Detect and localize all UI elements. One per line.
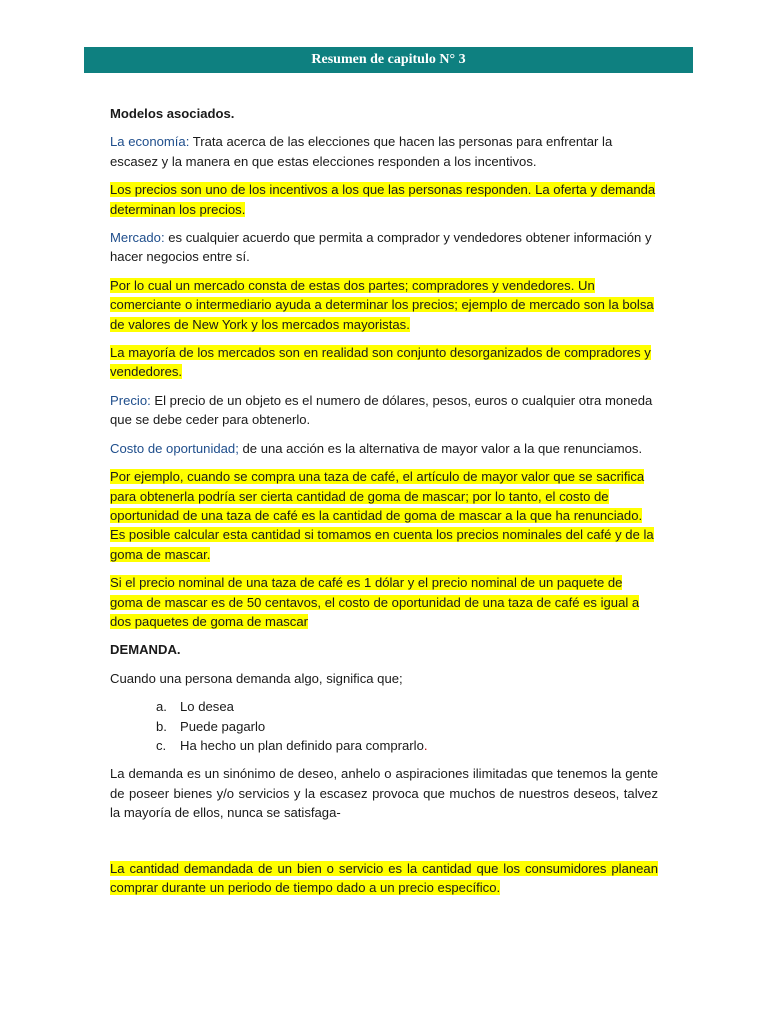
- list-item: [156, 736, 658, 755]
- chapter-title: Resumen de capitulo N° 3: [311, 52, 466, 67]
- paragraph-cantidad-demandada: [110, 859, 658, 898]
- list-item-text: Puede pagarlo: [180, 718, 266, 734]
- term-economia: La economía:: [110, 134, 190, 150]
- highlighted-text: Por lo cual un mercado consta de estas dos partes; compradores y vendedores. Un comerciante o intermediario ayuda a determinar los precios; ejemplo de mercado son la bolsa de valores de New York y los mercados mayoristas.: [110, 277, 654, 332]
- section-heading-modelos: Modelos asociados.: [110, 106, 235, 121]
- paragraph-mercado-partes: [110, 276, 658, 334]
- paragraph-precio-nominal: [110, 573, 658, 631]
- highlighted-text: Los precios son uno de los incentivos a los que las personas responden. La oferta y demanda determinan los precios.: [110, 182, 656, 217]
- definition-economia: Trata acerca de las elecciones que hacen las personas para enfrentar la escasez y la manera en que estas elecciones responden a los incentivos.: [110, 134, 613, 169]
- demand-conditions-list: [110, 697, 658, 755]
- term-mercado: Mercado:: [110, 230, 165, 246]
- definition-costo-oportunidad: de una acción es la alternativa de mayor valor a la que renunciamos.: [238, 440, 643, 456]
- list-marker: a.: [156, 699, 167, 715]
- paragraph-costo-oportunidad: [110, 439, 658, 458]
- list-item-trail: .: [423, 737, 428, 753]
- paragraph-mercado: [110, 228, 658, 267]
- paragraph-precios-incentivos: [110, 180, 658, 219]
- chapter-header-bar: [84, 47, 693, 73]
- definition-mercado: es cualquier acuerdo que permita a comprador y vendedores obtener información y hacer negocios entre sí.: [110, 230, 652, 265]
- definition-precio: El precio de un objeto es el numero de dólares, pesos, euros o cualquier otra moneda que se debe ceder para obtenerlo.: [110, 392, 653, 428]
- list-item: [156, 717, 658, 736]
- highlighted-text: Por ejemplo, cuando se compra una taza de café, el artículo de mayor valor que se sacrifica para obtenerla podría ser cierta cantidad de goma de mascar; por lo tanto, el costo de oportunidad de una taza de café es la cantidad de goma de mascar a la que ha renunciado. Es posible calcular esta cantidad si tomamos en cuenta los precios nominales del café y de la goma de mascar.: [110, 469, 654, 562]
- section-heading-demanda: DEMANDA.: [110, 642, 181, 658]
- paragraph-mercados-desorganizados: [110, 343, 658, 382]
- list-item-text: Ha hecho un plan definido para comprarlo: [180, 737, 424, 753]
- highlighted-text: La mayoría de los mercados son en realidad son conjunto desorganizados de compradores y vendedores.: [110, 345, 651, 380]
- document-body: [110, 104, 658, 906]
- paragraph-economia: [110, 132, 658, 171]
- term-costo-oportunidad: Costo de oportunidad;: [110, 440, 239, 456]
- list-item-text: Lo desea: [180, 699, 234, 715]
- paragraph-precio: [110, 391, 658, 430]
- list-item: [156, 697, 658, 716]
- list-marker: c.: [156, 737, 167, 753]
- paragraph-demanda-intro: Cuando una persona demanda algo, significa que;: [110, 670, 403, 686]
- list-marker: b.: [156, 718, 167, 734]
- term-precio: Precio:: [110, 392, 151, 408]
- paragraph-demanda-deseo: La demanda es un sinónimo de deseo, anhelo o aspiraciones ilimitadas que tenemos la gente de poseer bienes y/o servicios y la escasez provoca que muchos de nuestros deseos, talvez la mayoría de ellos, nunca se satisfaga-: [110, 766, 658, 821]
- highlighted-text: La cantidad demandada de un bien o servicio es la cantidad que los consumidores planean comprar durante un periodo de tiempo dado a un precio específico.: [110, 860, 658, 895]
- paragraph-ejemplo-cafe: [110, 467, 658, 564]
- highlighted-text: Si el precio nominal de una taza de café es 1 dólar y el precio nominal de un paquete de goma de mascar es de 50 centavos, el costo de oportunidad de una taza de café es igual a dos paquetes de goma de mascar: [110, 575, 640, 629]
